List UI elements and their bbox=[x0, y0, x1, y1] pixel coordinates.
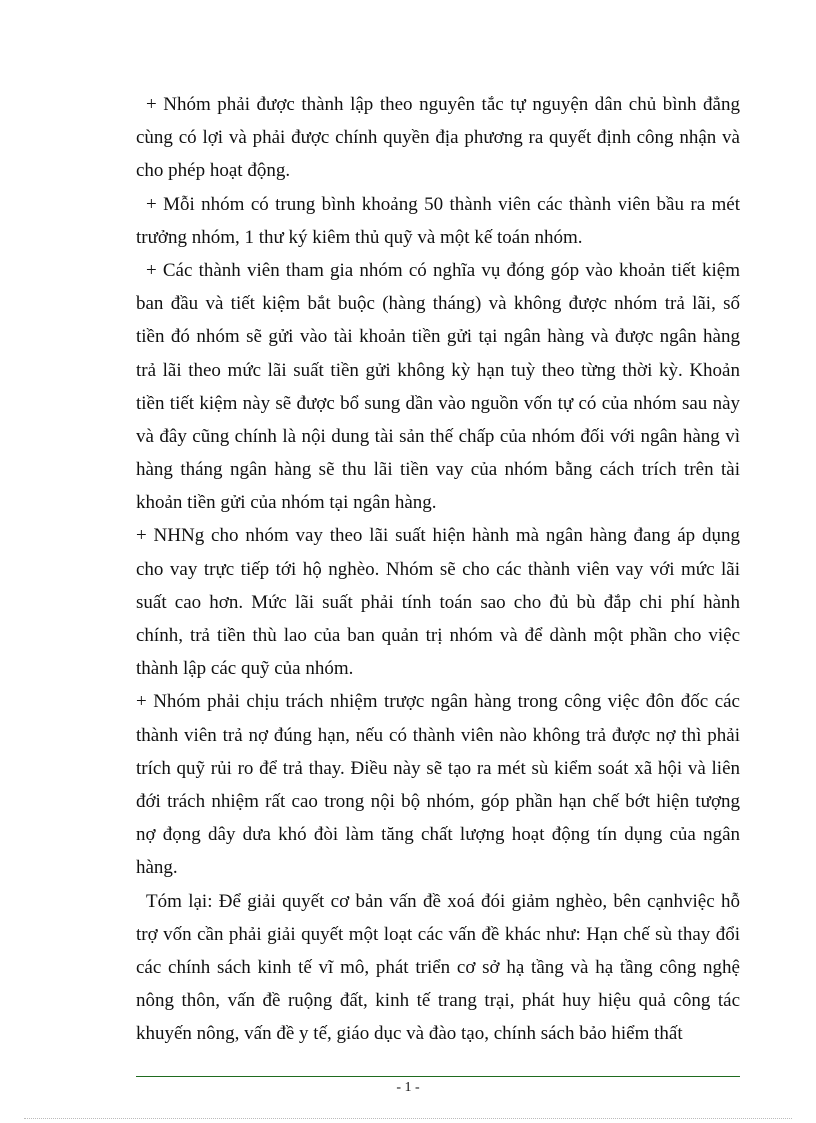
text-line: + Mỗi nhóm có trung bình khoảng 50 thành viên các thành viên bầu ra mét bbox=[146, 193, 740, 215]
paragraph bbox=[136, 885, 740, 1051]
text-line: các chính sách kinh tế vĩ mô, phát triển cơ sở hạ tầng và hạ tầng công nghệ bbox=[136, 956, 740, 978]
text-line: đới trách nhiệm rất cao trong nội bộ nhóm, góp phần hạn chế bớt hiện tượng bbox=[136, 790, 740, 812]
text-line: thành lập các quỹ của nhóm. bbox=[136, 658, 354, 680]
text-line: trợ vốn cần phải giải quyết một loạt các vấn đề khác như: Hạn chế sù thay đổi bbox=[136, 923, 740, 945]
footer-divider bbox=[136, 1076, 740, 1077]
text-line: khuyến nông, vấn đề y tế, giáo dục và đào tạo, chính sách bảo hiểm thất bbox=[136, 1023, 683, 1045]
text-line: ban đầu và tiết kiệm bắt buộc (hàng tháng) và không được nhóm trả lãi, số bbox=[136, 293, 740, 315]
text-line: trích quỹ rủi ro để trả thay. Điều này sẽ tạo ra mét sù kiểm soát xã hội và liên bbox=[136, 757, 740, 779]
text-line: trưởng nhóm, 1 thư ký kiêm thủ quỹ và một kế toán nhóm. bbox=[136, 226, 583, 248]
text-line: tiền đó nhóm sẽ gửi vào tài khoản tiền gửi tại ngân hàng và được ngân hàng bbox=[136, 326, 740, 348]
paragraph bbox=[136, 188, 740, 254]
text-line: Tóm lại: Để giải quyết cơ bản vấn đề xoá đói giảm nghèo, bên cạnhviệc hỗ bbox=[146, 890, 740, 912]
text-line: tiền tiết kiệm này sẽ được bổ sung dần vào nguồn vốn tự có của nhóm sau này bbox=[136, 392, 740, 414]
text-line: + Các thành viên tham gia nhóm có nghĩa vụ đóng góp vào khoản tiết kiệm bbox=[146, 259, 740, 281]
text-line: cùng có lợi và phải được chính quyền địa phương ra quyết định công nhận và bbox=[136, 127, 740, 149]
text-line: + Nhóm phải chịu trách nhiệm trược ngân hàng trong công việc đôn đốc các bbox=[136, 691, 740, 713]
text-line: cho vay trực tiếp tới hộ nghèo. Nhóm sẽ cho các thành viên vay với mức lãi bbox=[136, 558, 740, 580]
text-line: thành viên trả nợ đúng hạn, nếu có thành viên nào không trả được nợ thì phải bbox=[136, 724, 740, 746]
document-body bbox=[136, 88, 740, 1050]
paragraph bbox=[136, 254, 740, 520]
text-line: chính, trả tiền thù lao của ban quản trị nhóm và để dành một phần cho việc bbox=[136, 625, 740, 646]
text-line: hàng tháng ngân hàng sẽ thu lãi tiền vay của nhóm bằng cách trích trên tài bbox=[136, 459, 740, 481]
text-line: nợ đọng dây dưa khó đòi làm tăng chất lượng hoạt động tín dụng của ngân bbox=[136, 824, 740, 846]
text-line: hàng. bbox=[136, 857, 178, 879]
paragraph bbox=[136, 519, 740, 685]
text-line: và đây cũng chính là nội dung tài sản thế chấp của nhóm đối với ngân hàng vì bbox=[136, 425, 740, 447]
text-line: cho phép hoạt động. bbox=[136, 160, 291, 182]
text-line: nông thôn, vấn đề ruộng đất, kinh tế trang trại, phát huy hiệu quả công tác bbox=[136, 990, 740, 1012]
text-line: trả lãi theo mức lãi suất tiền gửi không kỳ hạn tuỳ theo từng thời kỳ. Khoản bbox=[136, 359, 740, 381]
paragraph bbox=[136, 88, 740, 188]
text-line: + NHNg cho nhóm vay theo lãi suất hiện hành mà ngân hàng đang áp dụng bbox=[136, 525, 740, 547]
page-bottom-border bbox=[24, 1118, 792, 1119]
text-line: + Nhóm phải được thành lập theo nguyên tắc tự nguyện dân chủ bình đẳng bbox=[146, 94, 740, 115]
paragraph bbox=[136, 685, 740, 884]
text-line: suất cao hơn. Mức lãi suất phải tính toán sao cho đủ bù đắp chi phí hành bbox=[136, 591, 740, 613]
page-number: - 1 - bbox=[396, 1080, 420, 1095]
text-line: khoản tiền gửi của nhóm tại ngân hàng. bbox=[136, 492, 437, 514]
